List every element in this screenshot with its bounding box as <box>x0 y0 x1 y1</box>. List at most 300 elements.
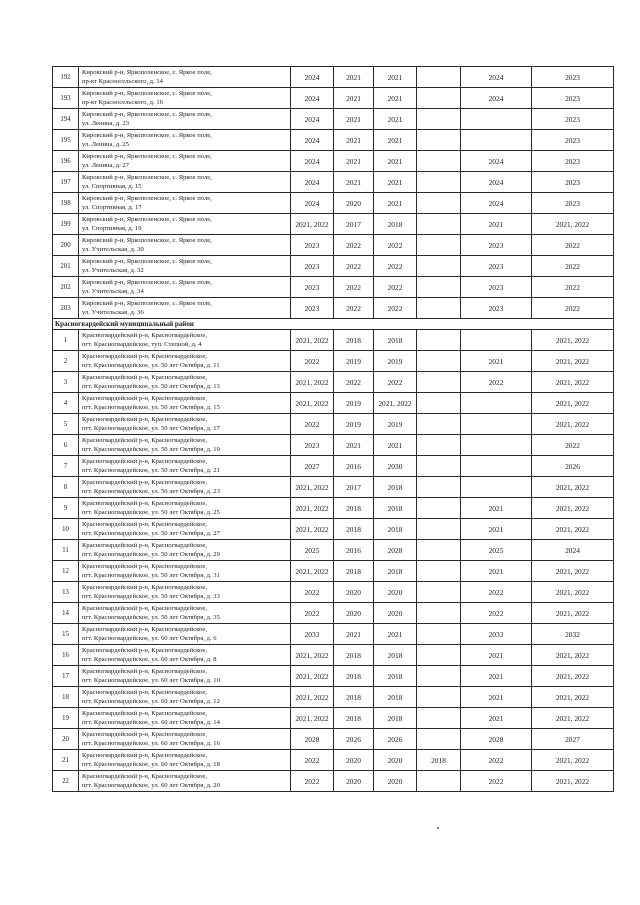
row-number-cell: 203 <box>53 298 79 319</box>
year-cell-2: 2018 <box>334 330 374 351</box>
year-cell-4 <box>417 771 461 792</box>
table-row <box>53 435 614 456</box>
row-number-cell: 202 <box>53 277 79 298</box>
year-cell-6: 2021, 2022 <box>532 582 614 603</box>
year-cell-5 <box>461 130 532 151</box>
row-number-cell: 10 <box>53 519 79 540</box>
year-cell-2: 2020 <box>334 603 374 624</box>
year-cell-3: 2019 <box>374 351 417 372</box>
address-line-1: Красногвардейский р-н, Красногвардейское, <box>82 605 208 612</box>
address-cell <box>79 372 291 393</box>
table-row <box>53 645 614 666</box>
year-cell-1: 2024 <box>291 67 334 88</box>
address-line-2: пгт. Красногвардейское, ул. 50 лет Октября, д. 19 <box>82 446 220 453</box>
row-number-cell: 194 <box>53 109 79 130</box>
year-cell-1: 2022 <box>291 771 334 792</box>
year-cell-2: 2018 <box>334 687 374 708</box>
address-line-2: пгт. Красногвардейское, ул. 50 лет Октября, д. 17 <box>82 425 220 432</box>
year-cell-1: 2021, 2022 <box>291 708 334 729</box>
year-cell-3: 2020 <box>374 750 417 771</box>
year-cell-2: 2017 <box>334 214 374 235</box>
table-row <box>53 67 614 88</box>
year-cell-4 <box>417 277 461 298</box>
year-cell-3: 2018 <box>374 477 417 498</box>
year-cell-2: 2021 <box>334 624 374 645</box>
table-row <box>53 666 614 687</box>
address-cell <box>79 708 291 729</box>
year-cell-6: 2023 <box>532 130 614 151</box>
row-number-cell: 1 <box>53 330 79 351</box>
year-cell-6: 2026 <box>532 456 614 477</box>
address-line-2: пгт. Красногвардейское, ул. 60 лет Октября, д. 10 <box>82 677 220 684</box>
year-cell-5: 2023 <box>461 277 532 298</box>
year-cell-5: 2022 <box>461 750 532 771</box>
year-cell-6: 2021, 2022 <box>532 214 614 235</box>
year-cell-3: 2018 <box>374 519 417 540</box>
address-line-2: пгт. Красногвардейское, ул. 50 лет Октября, д. 35 <box>82 614 220 621</box>
year-cell-6: 2022 <box>532 298 614 319</box>
row-number-cell: 16 <box>53 645 79 666</box>
table-body-block2 <box>53 330 614 792</box>
address-line-2: пгт. Красногвардейское, ул. 50 лет Октября, д. 25 <box>82 509 220 516</box>
address-cell <box>79 540 291 561</box>
address-line-2: пгт. Красногвардейское, ул. 50 лет Октября, д. 23 <box>82 488 220 495</box>
address-line-1: Красногвардейский р-н, Красногвардейское, <box>82 731 208 738</box>
year-cell-5: 2021 <box>461 666 532 687</box>
row-number-cell: 11 <box>53 540 79 561</box>
year-cell-2: 2016 <box>334 540 374 561</box>
address-cell <box>79 603 291 624</box>
year-cell-3: 2020 <box>374 582 417 603</box>
year-cell-6: 2021, 2022 <box>532 771 614 792</box>
address-line-1: Кировский р-н, Яркополенское, с. Яркое поле, <box>82 111 212 118</box>
address-line-2: пгт. Красногвардейское, ул. 50 лет Октября, д. 31 <box>82 572 220 579</box>
address-line-1: Красногвардейский р-н, Красногвардейское, <box>82 521 208 528</box>
year-cell-6: 2021, 2022 <box>532 393 614 414</box>
year-cell-5: 2021 <box>461 498 532 519</box>
year-cell-2: 2022 <box>334 277 374 298</box>
year-cell-4 <box>417 666 461 687</box>
year-cell-6: 2023 <box>532 172 614 193</box>
row-number-cell: 192 <box>53 67 79 88</box>
address-line-1: Красногвардейский р-н, Красногвардейское, <box>82 500 208 507</box>
year-cell-2: 2021 <box>334 109 374 130</box>
year-cell-6: 2021, 2022 <box>532 750 614 771</box>
year-cell-2: 2018 <box>334 708 374 729</box>
year-cell-2: 2022 <box>334 256 374 277</box>
year-cell-4 <box>417 435 461 456</box>
year-cell-1: 2027 <box>291 456 334 477</box>
year-cell-1: 2022 <box>291 414 334 435</box>
year-cell-2: 2019 <box>334 414 374 435</box>
address-line-1: Красногвардейский р-н, Красногвардейское, <box>82 710 208 717</box>
table-row <box>53 561 614 582</box>
address-line-2: ул. Учительская, д. 32 <box>82 267 144 274</box>
year-cell-3: 2022 <box>374 298 417 319</box>
year-cell-1: 2021, 2022 <box>291 666 334 687</box>
year-cell-1: 2021, 2022 <box>291 372 334 393</box>
table-row <box>53 235 614 256</box>
address-cell <box>79 414 291 435</box>
table-row <box>53 414 614 435</box>
row-number-cell: 195 <box>53 130 79 151</box>
table-row <box>53 330 614 351</box>
year-cell-2: 2019 <box>334 351 374 372</box>
year-cell-4 <box>417 582 461 603</box>
year-cell-5: 2028 <box>461 729 532 750</box>
address-line-2: ул. Учительская, д. 34 <box>82 288 144 295</box>
year-cell-2: 2018 <box>334 519 374 540</box>
address-cell <box>79 687 291 708</box>
year-cell-1: 2021, 2022 <box>291 214 334 235</box>
row-number-cell: 15 <box>53 624 79 645</box>
year-cell-4 <box>417 67 461 88</box>
year-cell-1: 2022 <box>291 603 334 624</box>
year-cell-5: 2023 <box>461 235 532 256</box>
address-line-1: Красногвардейский р-н, Красногвардейское, <box>82 542 208 549</box>
address-cell <box>79 645 291 666</box>
year-cell-4 <box>417 540 461 561</box>
year-cell-4 <box>417 193 461 214</box>
address-line-1: Кировский р-н, Яркополенское, с. Яркое поле, <box>82 258 212 265</box>
address-line-1: Красногвардейский р-н, Красногвардейское, <box>82 668 208 675</box>
year-cell-6: 2021, 2022 <box>532 498 614 519</box>
year-cell-4 <box>417 130 461 151</box>
year-cell-5: 2024 <box>461 151 532 172</box>
year-cell-2: 2020 <box>334 771 374 792</box>
address-line-2: пгт. Красногвардейское, ул. 50 лет Октября, д. 11 <box>82 362 220 369</box>
address-line-2: пр-кт Красносельского, д. 16 <box>82 99 163 106</box>
year-cell-1: 2021, 2022 <box>291 687 334 708</box>
year-cell-2: 2021 <box>334 130 374 151</box>
year-cell-4 <box>417 298 461 319</box>
year-cell-6: 2023 <box>532 193 614 214</box>
address-line-1: Красногвардейский р-н, Красногвардейское, <box>82 626 208 633</box>
table-row <box>53 256 614 277</box>
year-cell-6: 2024 <box>532 540 614 561</box>
year-cell-4 <box>417 109 461 130</box>
address-cell <box>79 561 291 582</box>
row-number-cell: 8 <box>53 477 79 498</box>
year-cell-6: 2023 <box>532 67 614 88</box>
year-cell-6: 2021, 2022 <box>532 708 614 729</box>
year-cell-6: 2022 <box>532 256 614 277</box>
address-line-1: Красногвардейский р-н, Красногвардейское, <box>82 584 208 591</box>
year-cell-4 <box>417 351 461 372</box>
address-line-2: пгт. Красногвардейское, ул. 60 лет Октября, д. 20 <box>82 782 220 789</box>
address-cell <box>79 277 291 298</box>
year-cell-1: 2021, 2022 <box>291 477 334 498</box>
year-cell-1: 2021, 2022 <box>291 519 334 540</box>
year-cell-2: 2020 <box>334 582 374 603</box>
address-line-2: пр-кт Красносельского, д. 14 <box>82 78 163 85</box>
year-cell-6: 2021, 2022 <box>532 330 614 351</box>
row-number-cell: 3 <box>53 372 79 393</box>
year-cell-3: 2022 <box>374 372 417 393</box>
year-cell-5 <box>461 435 532 456</box>
year-cell-5: 2021 <box>461 519 532 540</box>
year-cell-2: 2016 <box>334 456 374 477</box>
year-cell-4 <box>417 708 461 729</box>
year-cell-5: 2021 <box>461 351 532 372</box>
address-line-1: Красногвардейский р-н, Красногвардейское, <box>82 353 208 360</box>
year-cell-3: 2022 <box>374 277 417 298</box>
address-line-2: пгт. Красногвардейское, ул. 50 лет Октября, д. 27 <box>82 530 220 537</box>
table-row <box>53 130 614 151</box>
address-line-1: Кировский р-н, Яркополенское, с. Яркое поле, <box>82 69 212 76</box>
table-row <box>53 771 614 792</box>
row-number-cell: 4 <box>53 393 79 414</box>
table-row <box>53 277 614 298</box>
table-row <box>53 109 614 130</box>
address-line-1: Красногвардейский р-н, Красногвардейское, <box>82 752 208 759</box>
year-cell-2: 2018 <box>334 666 374 687</box>
row-number-cell: 19 <box>53 708 79 729</box>
address-line-1: Красногвардейский р-н, Красногвардейское, <box>82 563 208 570</box>
section-row <box>53 319 614 330</box>
year-cell-4 <box>417 393 461 414</box>
year-cell-3: 2021 <box>374 88 417 109</box>
year-cell-5: 2024 <box>461 88 532 109</box>
table-row <box>53 498 614 519</box>
table-row <box>53 214 614 235</box>
row-number-cell: 14 <box>53 603 79 624</box>
year-cell-3: 2018 <box>374 708 417 729</box>
address-line-2: пгт. Красногвардейское, ул. 60 лет Октября, д. 6 <box>82 635 217 642</box>
year-cell-4 <box>417 414 461 435</box>
row-number-cell: 7 <box>53 456 79 477</box>
year-cell-3: 2020 <box>374 771 417 792</box>
year-cell-1: 2024 <box>291 88 334 109</box>
address-cell <box>79 67 291 88</box>
year-cell-6: 2021, 2022 <box>532 351 614 372</box>
year-cell-6: 2021, 2022 <box>532 519 614 540</box>
year-cell-5: 2023 <box>461 298 532 319</box>
year-cell-4 <box>417 477 461 498</box>
address-cell <box>79 130 291 151</box>
year-cell-2: 2022 <box>334 298 374 319</box>
row-number-cell: 198 <box>53 193 79 214</box>
address-line-1: Кировский р-н, Яркополенское, с. Яркое поле, <box>82 279 212 286</box>
year-cell-3: 2021 <box>374 67 417 88</box>
table-row <box>53 603 614 624</box>
row-number-cell: 20 <box>53 729 79 750</box>
address-cell <box>79 519 291 540</box>
year-cell-6: 2022 <box>532 435 614 456</box>
year-cell-2: 2021 <box>334 67 374 88</box>
year-cell-3: 2018 <box>374 666 417 687</box>
address-line-2: пгт. Красногвардейское, ул. 50 лет Октября, д. 13 <box>82 383 220 390</box>
year-cell-3: 2021 <box>374 624 417 645</box>
year-cell-6: 2021, 2022 <box>532 666 614 687</box>
year-cell-5: 2024 <box>461 172 532 193</box>
year-cell-1: 2024 <box>291 130 334 151</box>
address-cell <box>79 351 291 372</box>
year-cell-3: 2021 <box>374 109 417 130</box>
table-row <box>53 477 614 498</box>
address-cell <box>79 582 291 603</box>
year-cell-2: 2019 <box>334 393 374 414</box>
row-number-cell: 5 <box>53 414 79 435</box>
address-line-1: Кировский р-н, Яркополенское, с. Яркое поле, <box>82 153 212 160</box>
address-line-1: Кировский р-н, Яркополенское, с. Яркое поле, <box>82 132 212 139</box>
year-cell-4 <box>417 687 461 708</box>
address-line-1: Кировский р-н, Яркополенское, с. Яркое поле, <box>82 237 212 244</box>
year-cell-4 <box>417 172 461 193</box>
year-cell-4 <box>417 235 461 256</box>
year-cell-3: 2021 <box>374 193 417 214</box>
row-number-cell: 2 <box>53 351 79 372</box>
address-cell <box>79 109 291 130</box>
year-cell-3: 2018 <box>374 687 417 708</box>
year-cell-5: 2021 <box>461 214 532 235</box>
year-cell-4 <box>417 151 461 172</box>
year-cell-1: 2023 <box>291 256 334 277</box>
address-line-1: Красногвардейский р-н, Красногвардейское, <box>82 689 208 696</box>
year-cell-2: 2021 <box>334 435 374 456</box>
year-cell-2: 2018 <box>334 645 374 666</box>
address-line-2: пгт. Красногвардейское, ул. 60 лет Октября, д. 12 <box>82 698 220 705</box>
year-cell-5 <box>461 477 532 498</box>
table-row <box>53 582 614 603</box>
year-cell-6: 2022 <box>532 277 614 298</box>
year-cell-3: 2020 <box>374 603 417 624</box>
year-cell-4 <box>417 561 461 582</box>
year-cell-5: 2021 <box>461 687 532 708</box>
row-number-cell: 193 <box>53 88 79 109</box>
year-cell-3: 2018 <box>374 214 417 235</box>
address-line-2: ул. Ленина, д. 27 <box>82 162 130 169</box>
year-cell-1: 2033 <box>291 624 334 645</box>
address-line-2: ул. Ленина, д. 23 <box>82 120 130 127</box>
section-header <box>53 319 614 330</box>
table-row <box>53 729 614 750</box>
year-cell-4: 2018 <box>417 750 461 771</box>
schedule-table <box>52 66 614 792</box>
row-number-cell: 17 <box>53 666 79 687</box>
table-row <box>53 456 614 477</box>
year-cell-1: 2023 <box>291 435 334 456</box>
year-cell-1: 2028 <box>291 729 334 750</box>
year-cell-2: 2021 <box>334 151 374 172</box>
year-cell-3: 2021 <box>374 172 417 193</box>
year-cell-1: 2022 <box>291 351 334 372</box>
address-cell <box>79 88 291 109</box>
address-line-2: ул. Учительская, д. 30 <box>82 246 144 253</box>
address-line-2: ул. Спортивная, д. 17 <box>82 204 142 211</box>
year-cell-4 <box>417 498 461 519</box>
year-cell-1: 2024 <box>291 109 334 130</box>
page-speck <box>437 827 439 829</box>
year-cell-6: 2021, 2022 <box>532 372 614 393</box>
table-row <box>53 151 614 172</box>
year-cell-3: 2026 <box>374 729 417 750</box>
row-number-cell: 197 <box>53 172 79 193</box>
row-number-cell: 9 <box>53 498 79 519</box>
table-body-block1 <box>53 67 614 319</box>
year-cell-3: 2018 <box>374 498 417 519</box>
row-number-cell: 196 <box>53 151 79 172</box>
row-number-cell: 201 <box>53 256 79 277</box>
year-cell-4 <box>417 256 461 277</box>
year-cell-3: 2021 <box>374 130 417 151</box>
row-number-cell: 199 <box>53 214 79 235</box>
year-cell-6: 2021, 2022 <box>532 687 614 708</box>
address-line-2: пгт. Красногвардейское, ул. 60 лет Октября, д. 18 <box>82 761 220 768</box>
address-line-2: пгт. Красногвардейское, ул. 60 лет Октября, д. 14 <box>82 719 220 726</box>
year-cell-1: 2022 <box>291 750 334 771</box>
year-cell-4 <box>417 456 461 477</box>
table-row <box>53 351 614 372</box>
year-cell-1: 2024 <box>291 151 334 172</box>
address-line-1: Красногвардейский р-н, Красногвардейское, <box>82 458 208 465</box>
row-number-cell: 6 <box>53 435 79 456</box>
year-cell-3: 2018 <box>374 561 417 582</box>
year-cell-4 <box>417 603 461 624</box>
year-cell-4 <box>417 645 461 666</box>
table-row <box>53 519 614 540</box>
address-line-2: ул. Спортивная, д. 19 <box>82 225 142 232</box>
row-number-cell: 200 <box>53 235 79 256</box>
address-line-1: Кировский р-н, Яркополенское, с. Яркое поле, <box>82 195 212 202</box>
year-cell-5: 2024 <box>461 193 532 214</box>
year-cell-5: 2021 <box>461 708 532 729</box>
address-line-1: Красногвардейский р-н, Красногвардейское, <box>82 773 208 780</box>
year-cell-5: 2021 <box>461 561 532 582</box>
address-cell <box>79 235 291 256</box>
address-cell <box>79 256 291 277</box>
address-line-2: пгт. Красногвардейское, ул. 50 лет Октября, д. 29 <box>82 551 220 558</box>
table-row <box>53 393 614 414</box>
year-cell-6: 2023 <box>532 88 614 109</box>
row-number-cell: 12 <box>53 561 79 582</box>
address-cell <box>79 666 291 687</box>
address-line-1: Кировский р-н, Яркополенское, с. Яркое поле, <box>82 216 212 223</box>
address-cell <box>79 624 291 645</box>
year-cell-6: 2032 <box>532 624 614 645</box>
year-cell-5 <box>461 414 532 435</box>
address-cell <box>79 151 291 172</box>
year-cell-5: 2022 <box>461 771 532 792</box>
address-cell <box>79 298 291 319</box>
year-cell-3: 2021, 2022 <box>374 393 417 414</box>
table-row <box>53 687 614 708</box>
year-cell-6: 2027 <box>532 729 614 750</box>
year-cell-4 <box>417 88 461 109</box>
year-cell-1: 2021, 2022 <box>291 561 334 582</box>
table-row <box>53 172 614 193</box>
row-number-cell: 21 <box>53 750 79 771</box>
year-cell-6: 2021, 2022 <box>532 561 614 582</box>
address-cell <box>79 435 291 456</box>
address-line-1: Красногвардейский р-н, Красногвардейское, <box>82 437 208 444</box>
year-cell-1: 2021, 2022 <box>291 498 334 519</box>
year-cell-5: 2024 <box>461 67 532 88</box>
address-cell <box>79 193 291 214</box>
address-line-1: Кировский р-н, Яркополенское, с. Яркое поле, <box>82 90 212 97</box>
year-cell-5: 2021 <box>461 645 532 666</box>
address-cell <box>79 172 291 193</box>
address-line-2: пгт. Красногвардейское, ул. 60 лет Октября, д. 8 <box>82 656 217 663</box>
year-cell-1: 2025 <box>291 540 334 561</box>
year-cell-3: 2030 <box>374 456 417 477</box>
year-cell-5: 2022 <box>461 582 532 603</box>
address-cell <box>79 771 291 792</box>
year-cell-3: 2028 <box>374 540 417 561</box>
table-row <box>53 750 614 771</box>
year-cell-4 <box>417 624 461 645</box>
address-line-2: пгт. Красногвардейское, ул. 50 лет Октября, д. 15 <box>82 404 220 411</box>
